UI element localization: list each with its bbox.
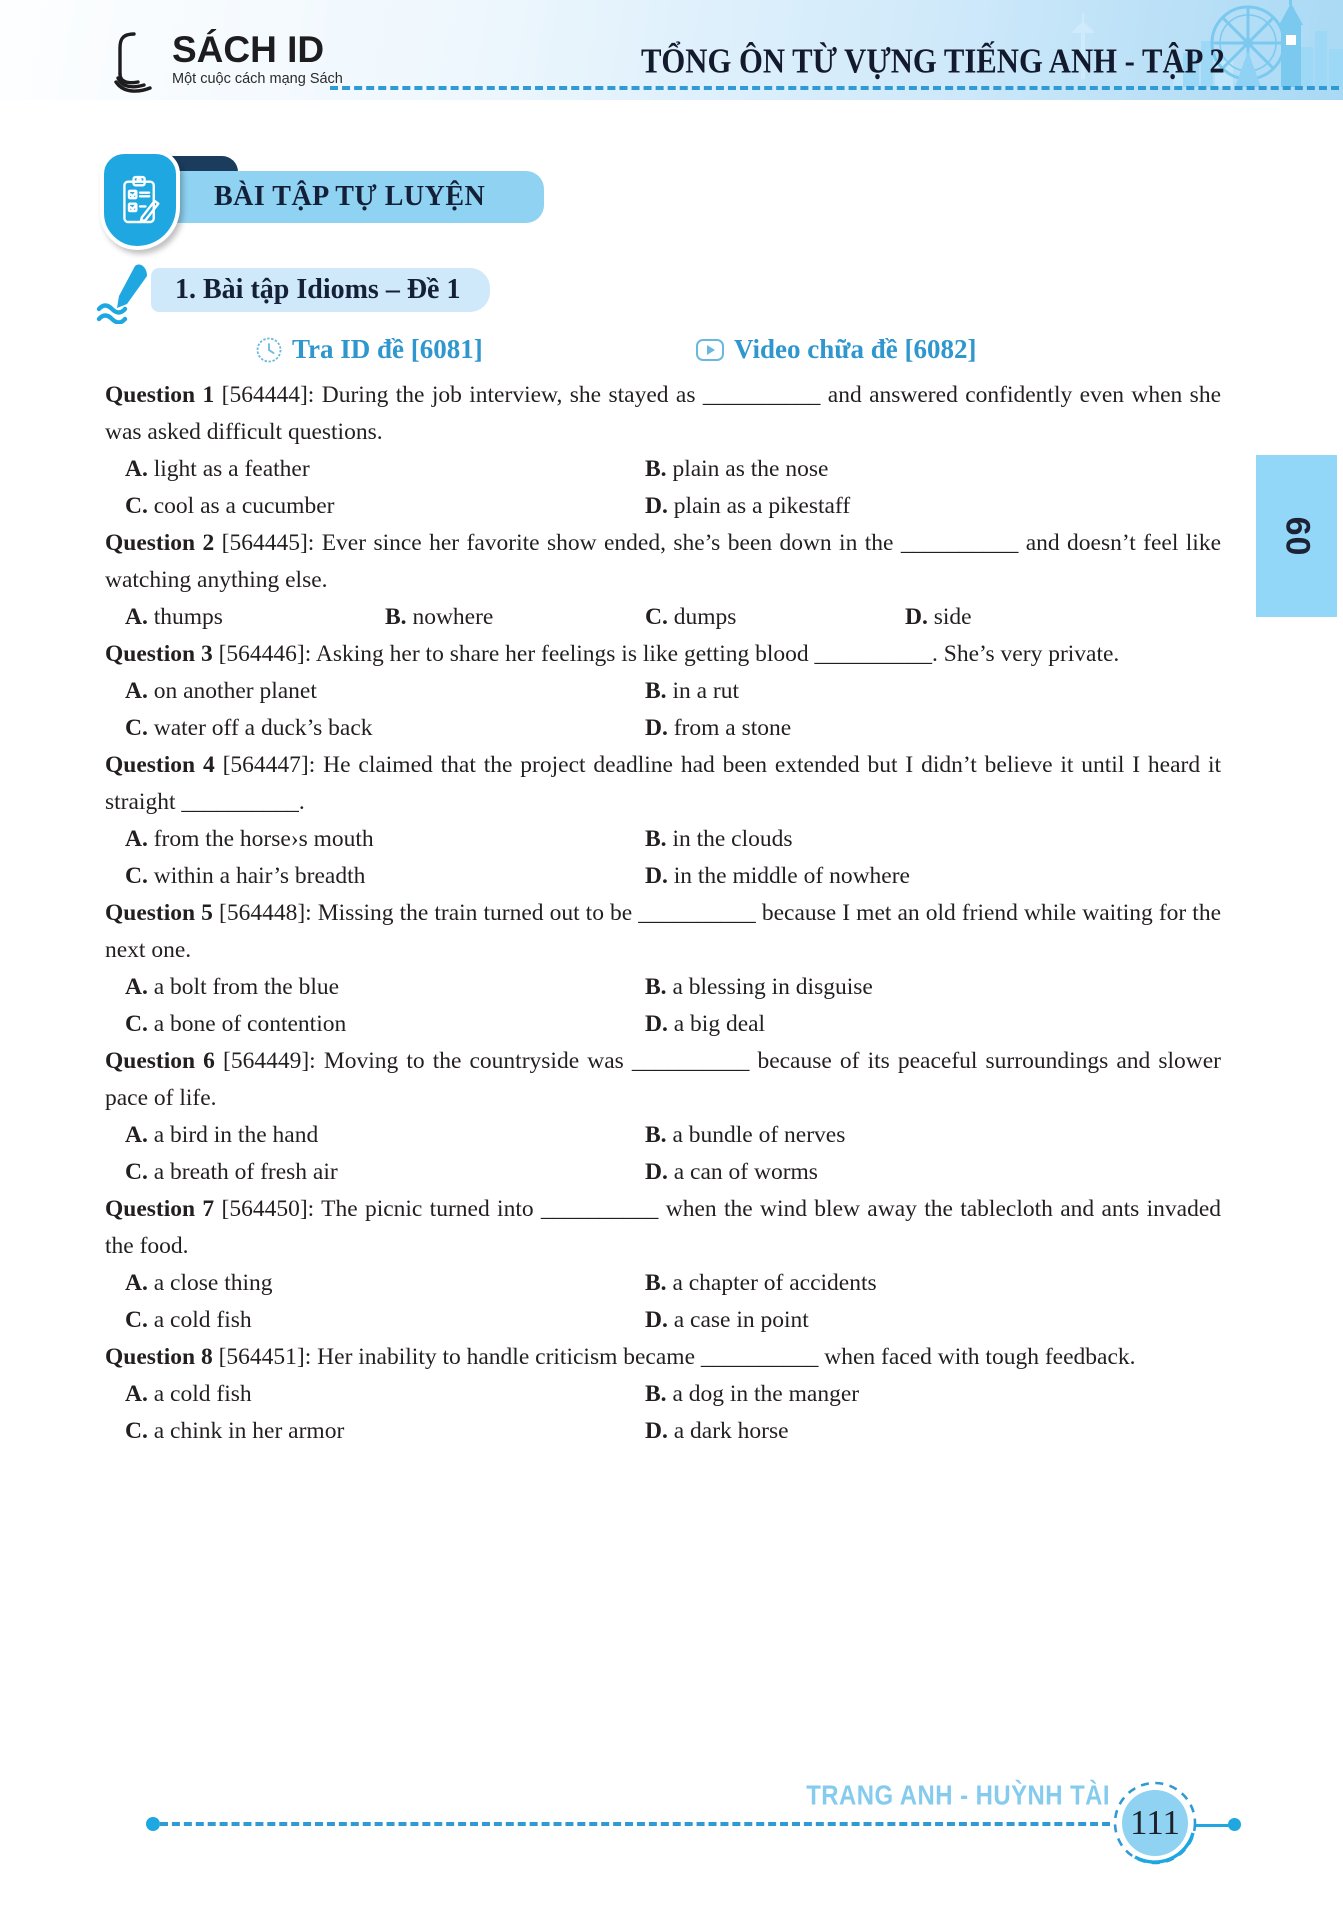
id-lookup-link[interactable] xyxy=(255,334,483,365)
footer-dashed-line xyxy=(160,1822,1110,1826)
option-letter: B. xyxy=(645,974,667,1000)
option-text: a dark horse xyxy=(667,1418,789,1444)
option xyxy=(125,488,645,525)
option-letter: C. xyxy=(125,493,148,519)
clock-icon xyxy=(255,336,283,364)
options-grid xyxy=(125,451,1221,525)
question-block xyxy=(105,636,1221,747)
option xyxy=(645,1006,1221,1043)
option-letter: D. xyxy=(645,715,668,741)
video-play-icon xyxy=(695,337,725,363)
book-title: TỔNG ÔN TỪ VỰNG TIẾNG ANH - TẬP 2 xyxy=(641,43,1225,81)
option xyxy=(125,673,645,710)
question-label: Question 2 xyxy=(105,530,215,556)
option xyxy=(645,858,1221,895)
option-text: in the middle of nowhere xyxy=(667,863,910,889)
chapter-side-tab xyxy=(1256,455,1337,617)
question-id: [564446]: xyxy=(218,641,312,667)
option-letter: D. xyxy=(645,863,668,889)
question-label: Question 5 xyxy=(105,900,213,926)
option-letter: B. xyxy=(645,826,667,852)
option-letter: A. xyxy=(125,1270,148,1296)
options-grid xyxy=(125,673,1221,747)
option-letter: A. xyxy=(125,456,148,482)
option-text: from the horse›s mouth xyxy=(147,826,374,852)
options-grid xyxy=(125,1117,1221,1191)
option xyxy=(125,1117,645,1154)
page-number: 111 xyxy=(1130,1803,1180,1842)
clipboard-checklist-icon xyxy=(118,172,162,228)
option xyxy=(125,1376,645,1413)
question-block xyxy=(105,1043,1221,1191)
option xyxy=(645,1265,1221,1302)
book-logo-icon xyxy=(112,30,164,94)
option-letter: C. xyxy=(125,1011,148,1037)
option-text: a bone of contention xyxy=(147,1011,347,1037)
option xyxy=(125,858,645,895)
option xyxy=(125,599,385,636)
options-grid xyxy=(125,1265,1221,1339)
option xyxy=(645,821,1221,858)
option-text: plain as a pikestaff xyxy=(667,493,851,519)
question-paragraph xyxy=(105,1191,1221,1265)
question-block xyxy=(105,525,1221,636)
question-text: Asking her to share her feelings is like getting blood __________. She’s very private. xyxy=(315,641,1120,667)
option-letter: A. xyxy=(125,826,148,852)
question-id: [564448]: xyxy=(219,900,312,926)
resource-links xyxy=(105,334,1220,374)
option-letter: B. xyxy=(645,1122,667,1148)
option xyxy=(125,1265,645,1302)
option-letter: A. xyxy=(125,604,148,630)
question-block xyxy=(105,895,1221,1043)
option-letter: D. xyxy=(645,1159,668,1185)
option-letter: D. xyxy=(645,1418,668,1444)
video-solution-label: Video chữa đề [6082] xyxy=(734,334,977,364)
option xyxy=(125,710,645,747)
banner-label: BÀI TẬP TỰ LUYỆN xyxy=(214,181,486,212)
question-paragraph xyxy=(105,1043,1221,1117)
option xyxy=(645,451,1221,488)
option xyxy=(645,673,1221,710)
option xyxy=(645,969,1221,1006)
options-grid xyxy=(125,821,1221,895)
question-id: [564449]: xyxy=(223,1048,316,1074)
option-text: a cold fish xyxy=(147,1381,252,1407)
option-text: nowhere xyxy=(406,604,494,630)
question-id: [564450]: xyxy=(221,1196,315,1222)
option xyxy=(125,821,645,858)
question-label: Question 4 xyxy=(105,752,215,778)
question-label: Question 3 xyxy=(105,641,213,667)
option xyxy=(385,599,645,636)
option xyxy=(645,1302,1221,1339)
option-letter: C. xyxy=(125,1307,148,1333)
page-header xyxy=(0,0,1343,100)
question-block xyxy=(105,1191,1221,1339)
option xyxy=(125,1006,645,1043)
option-letter: B. xyxy=(385,604,407,630)
option xyxy=(125,1302,645,1339)
question-id: [564447]: xyxy=(222,752,316,778)
self-practice-banner xyxy=(100,150,620,260)
question-list xyxy=(105,377,1221,1450)
option-letter: C. xyxy=(125,1159,148,1185)
option-text: thumps xyxy=(147,604,223,630)
question-text: Ever since her favorite show ended, she’s been down in the __________ and doesn’t feel like watching anything else. xyxy=(105,530,1221,593)
question-block xyxy=(105,377,1221,525)
question-text: The picnic turned into __________ when the wind blew away the tablecloth and ants invaded the food. xyxy=(105,1196,1222,1259)
footer-end-dot xyxy=(1228,1818,1241,1831)
option-letter: B. xyxy=(645,1381,667,1407)
question-paragraph xyxy=(105,377,1221,451)
question-paragraph xyxy=(105,525,1221,599)
video-solution-link[interactable] xyxy=(695,334,976,365)
option-text: a chink in her armor xyxy=(147,1418,345,1444)
question-label: Question 7 xyxy=(105,1196,215,1222)
option xyxy=(645,710,1221,747)
question-text: He claimed that the project deadline had been extended but I didn’t believe it until I heard it straight __________. xyxy=(105,752,1222,815)
option-text: a dog in the manger xyxy=(666,1381,860,1407)
question-text: Her inability to handle criticism became __________ when faced with tough feedback. xyxy=(317,1344,1136,1370)
option-text: a close thing xyxy=(147,1270,273,1296)
question-paragraph xyxy=(105,747,1221,821)
question-id: [564445]: xyxy=(221,530,315,556)
option xyxy=(125,451,645,488)
option-letter: B. xyxy=(645,1270,667,1296)
option xyxy=(645,1376,1221,1413)
option xyxy=(645,1413,1221,1450)
footer-connector-line xyxy=(1196,1824,1232,1827)
option-letter: D. xyxy=(645,493,668,519)
option-text: within a hair’s breadth xyxy=(147,863,366,889)
options-grid xyxy=(125,1376,1221,1450)
option xyxy=(905,599,1221,636)
question-block xyxy=(105,747,1221,895)
option-text: a case in point xyxy=(667,1307,809,1333)
option-text: a cold fish xyxy=(147,1307,252,1333)
option-text: dumps xyxy=(667,604,737,630)
publisher-logo xyxy=(112,30,343,94)
option xyxy=(645,488,1221,525)
option xyxy=(645,599,905,636)
option-text: on another planet xyxy=(147,678,317,704)
option-text: a bolt from the blue xyxy=(147,974,340,1000)
option-text: a chapter of accidents xyxy=(666,1270,877,1296)
option-letter: A. xyxy=(125,1122,148,1148)
option xyxy=(645,1117,1221,1154)
option-text: in a rut xyxy=(666,678,740,704)
question-label: Question 8 xyxy=(105,1344,213,1370)
exercise-title: 1. Bài tập Idioms – Đề 1 xyxy=(175,274,461,305)
question-paragraph xyxy=(105,636,1221,673)
option xyxy=(125,969,645,1006)
option-letter: C. xyxy=(125,1418,148,1444)
logo-tagline: Một cuộc cách mạng Sách xyxy=(172,71,343,87)
option-letter: D. xyxy=(905,604,928,630)
option xyxy=(125,1154,645,1191)
footer-line-start-dot xyxy=(146,1817,160,1831)
question-label: Question 6 xyxy=(105,1048,215,1074)
option-text: a big deal xyxy=(667,1011,766,1037)
question-id: [564444]: xyxy=(221,382,315,408)
header-dashed-line xyxy=(330,86,1339,90)
question-text: Moving to the countryside was __________ because of its peaceful surroundings and slower pace of life. xyxy=(105,1048,1221,1111)
option-letter: C. xyxy=(125,863,148,889)
question-text: During the job interview, she stayed as __________ and answered confidently even when she was asked difficult questions. xyxy=(105,382,1222,445)
option-text: cool as a cucumber xyxy=(147,493,335,519)
logo-title: SÁCH ID xyxy=(172,29,325,70)
option-letter: C. xyxy=(125,715,148,741)
option-text: light as a feather xyxy=(147,456,310,482)
option-letter: A. xyxy=(125,1381,148,1407)
option-text: a blessing in disguise xyxy=(666,974,873,1000)
chapter-number: 60 xyxy=(1277,516,1316,556)
exercise-title-pill xyxy=(151,268,490,312)
question-text: Missing the train turned out to be __________ because I met an old friend while waiting for the next one. xyxy=(105,900,1222,963)
option-text: a bundle of nerves xyxy=(666,1122,846,1148)
option-text: in the clouds xyxy=(666,826,793,852)
option-text: a breath of fresh air xyxy=(147,1159,338,1185)
options-grid xyxy=(125,969,1221,1043)
question-block xyxy=(105,1339,1221,1450)
option-letter: A. xyxy=(125,974,148,1000)
banner-pill xyxy=(162,171,544,223)
authors-credit: TRANG ANH - HUỲNH TÀI xyxy=(806,1778,1110,1812)
option-letter: A. xyxy=(125,678,148,704)
option-letter: C. xyxy=(645,604,668,630)
options-grid xyxy=(125,599,1221,636)
option-text: a bird in the hand xyxy=(147,1122,319,1148)
option xyxy=(125,1413,645,1450)
question-label: Question 1 xyxy=(105,382,215,408)
option-letter: B. xyxy=(645,456,667,482)
pen-icon xyxy=(95,262,153,329)
option xyxy=(645,1154,1221,1191)
option-text: side xyxy=(927,604,972,630)
option-text: from a stone xyxy=(667,715,792,741)
option-text: water off a duck’s back xyxy=(147,715,373,741)
option-letter: D. xyxy=(645,1307,668,1333)
banner-icon-bubble xyxy=(100,150,180,250)
option-letter: D. xyxy=(645,1011,668,1037)
option-letter: B. xyxy=(645,678,667,704)
id-lookup-label: Tra ID đề [6081] xyxy=(292,334,483,364)
option-text: a can of worms xyxy=(667,1159,818,1185)
question-id: [564451]: xyxy=(218,1344,312,1370)
option-text: plain as the nose xyxy=(666,456,829,482)
page-number-badge xyxy=(1110,1778,1200,1868)
question-paragraph xyxy=(105,1339,1221,1376)
question-paragraph xyxy=(105,895,1221,969)
